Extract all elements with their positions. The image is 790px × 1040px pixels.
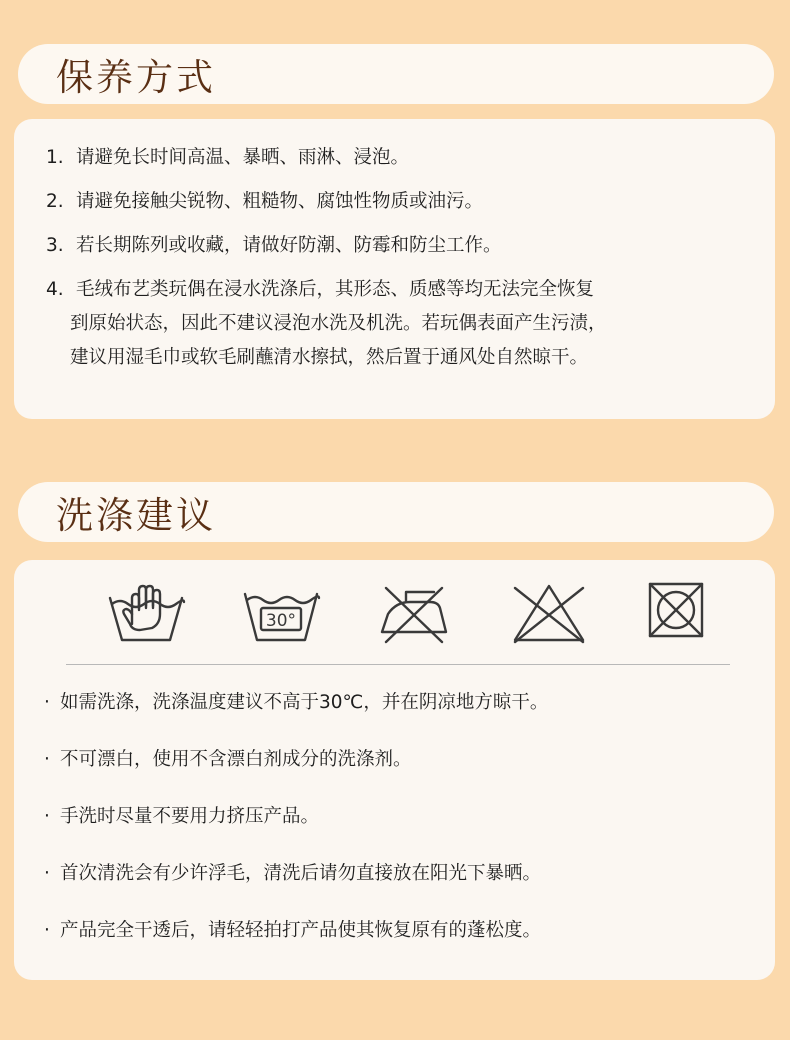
bullet: · bbox=[44, 749, 50, 770]
wash-advice-card bbox=[14, 560, 775, 980]
bullet: · bbox=[44, 692, 50, 713]
wash-tip-text: 如需洗涤，洗涤温度建议不高于30℃，并在阴凉地方晾干。 bbox=[60, 692, 549, 713]
care-item-number: 4. bbox=[46, 279, 64, 300]
care-item-text-line-1: 毛绒布艺类玩偶在浸水洗涤后，其形态、质感等均无法完全恢复 bbox=[76, 279, 595, 300]
care-symbols-row bbox=[14, 580, 775, 662]
no-bleach-icon bbox=[509, 580, 589, 650]
bullet: · bbox=[44, 806, 50, 827]
bullet: · bbox=[44, 920, 50, 941]
wash-tip-3 bbox=[44, 802, 319, 828]
wash-tip-text: 手洗时尽量不要用力挤压产品。 bbox=[60, 806, 320, 827]
wash-temp-label: 30° bbox=[265, 611, 297, 631]
care-section-title: 保养方式 bbox=[56, 56, 216, 99]
care-item-text: 请避免长时间高温、暴晒、雨淋、浸泡。 bbox=[76, 147, 410, 168]
care-instructions-card bbox=[14, 119, 775, 419]
care-item-text-line-3: 建议用湿毛巾或软毛刷蘸清水擦拭，然后置于通风处自然晾干。 bbox=[70, 347, 589, 368]
no-iron-icon bbox=[376, 580, 456, 650]
care-item-text-line-2: 到原始状态，因此不建议浸泡水洗及机洗。若玩偶表面产生污渍， bbox=[70, 313, 607, 334]
wash-section-header bbox=[18, 482, 774, 542]
wash-tip-4 bbox=[44, 859, 541, 885]
wash-tip-2 bbox=[44, 745, 412, 771]
care-section-header bbox=[18, 44, 774, 104]
wash-tip-5 bbox=[44, 916, 541, 942]
wash-tip-text: 不可漂白，使用不含漂白剂成分的洗涤剂。 bbox=[60, 749, 412, 770]
wash-tip-1 bbox=[44, 688, 548, 714]
care-item-number: 2. bbox=[46, 191, 64, 212]
wash-tip-text: 产品完全干透后，请轻轻拍打产品使其恢复原有的蓬松度。 bbox=[60, 920, 542, 941]
wash-30-icon bbox=[241, 580, 321, 650]
care-item-number: 3. bbox=[46, 235, 64, 256]
hand-wash-icon bbox=[106, 580, 186, 650]
wash-section-title: 洗涤建议 bbox=[56, 494, 216, 537]
wash-tip-text: 首次清洗会有少许浮毛，清洗后请勿直接放在阳光下暴晒。 bbox=[60, 863, 542, 884]
section-divider bbox=[66, 664, 730, 665]
care-item-number: 1. bbox=[46, 147, 64, 168]
care-item-text: 请避免接触尖锐物、粗糙物、腐蚀性物质或油污。 bbox=[76, 191, 484, 212]
bullet: · bbox=[44, 863, 50, 884]
no-tumble-dry-icon bbox=[636, 580, 716, 650]
care-item-text: 若长期陈列或收藏，请做好防潮、防霉和防尘工作。 bbox=[76, 235, 502, 256]
